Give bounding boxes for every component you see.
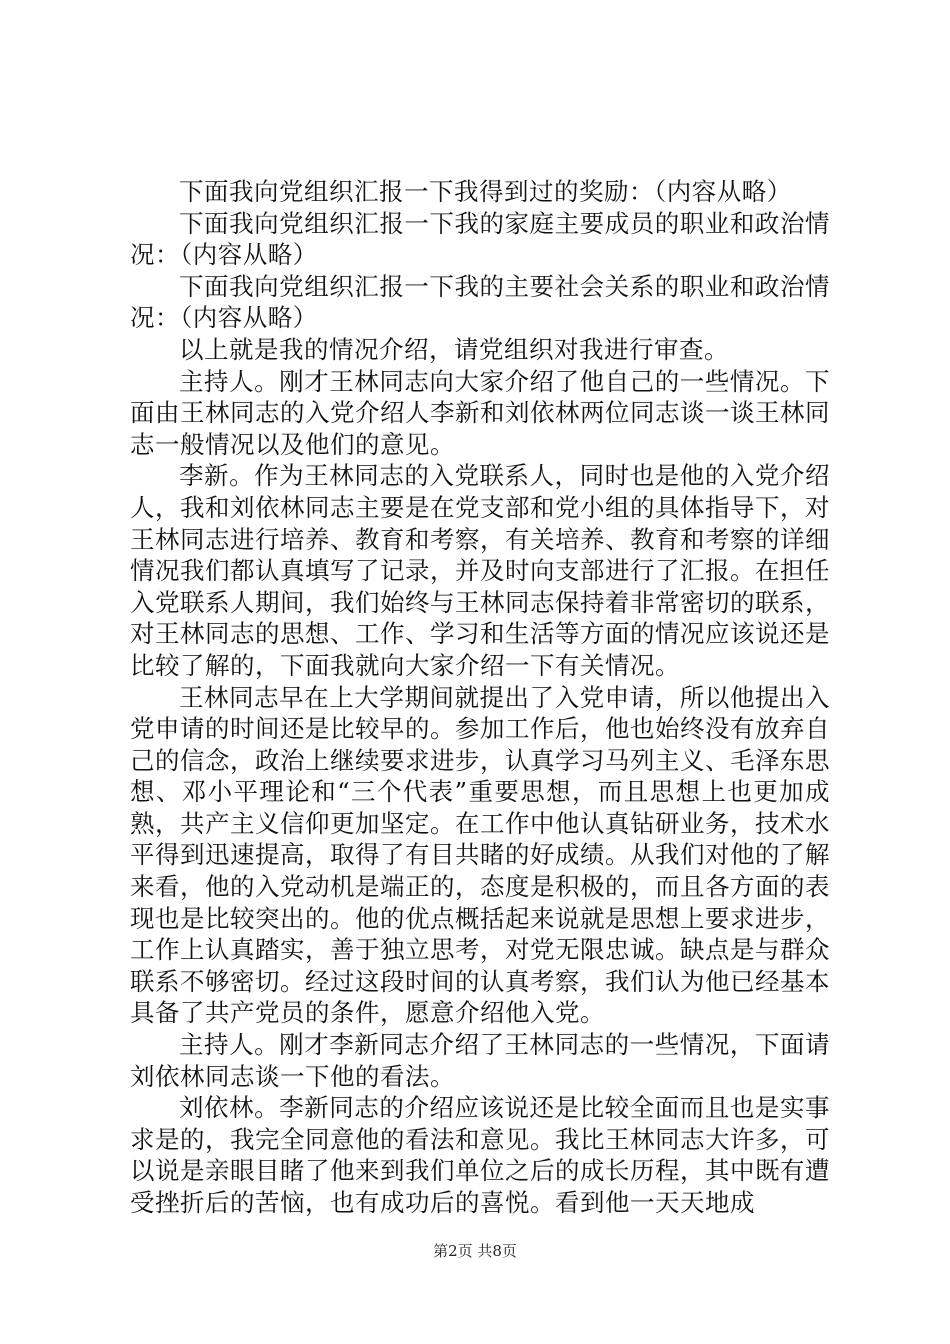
paragraph-host-remark-1: 主持人。刚才王林同志向大家介绍了他自己的一些情况。下面由王林同志的入党介绍人李新和刘依林两位同志谈一谈王林同志一般情况以及他们的意见。 — [130, 366, 830, 459]
paragraph-liuyilin-remarks: 刘依林。李新同志的介绍应该说还是比较全面而且也是实事求是的，我完全同意他的看法和意见。我比王林同志大许多，可以说是亲眼目睹了他来到我们单位之后的成长历程，其中既有遭受挫折后的苦恼，也有成功后的喜悦。看到他一天天地成 — [130, 1093, 830, 1217]
paragraph-awards: 下面我向党组织汇报一下我得到过的奖励：（内容从略） — [179, 177, 792, 206]
page-number-footer: 第2页 共8页 — [433, 1242, 517, 1260]
paragraph-self-intro-conclusion: 以上就是我的情况介绍，请党组织对我进行审查。 — [179, 334, 729, 364]
paragraph-social-relations: 下面我向党组织汇报一下我的主要社会关系的职业和政治情况：（内容从略） — [130, 271, 830, 333]
paragraph-host-remark-2: 主持人。刚才李新同志介绍了王林同志的一些情况，下面请刘依林同志谈一下他的看法。 — [130, 1030, 830, 1091]
paragraph-family-members: 下面我向党组织汇报一下我的家庭主要成员的职业和政治情况：（内容从略） — [130, 208, 830, 270]
document-body — [130, 176, 830, 1219]
paragraph-lixin-intro: 李新。作为王林同志的入党联系人，同时也是他的入党介绍人，我和刘依林同志主要是在党支部和党小组的具体指导下，对王林同志进行培养、教育和考察，有关培养、教育和考察的详细情况我们都认真填写了记录，并及时向支部进行了汇报。在担任入党联系人期间，我们始终与王林同志保持着非常密切的联系，对王林同志的思想、工作、学习和生活等方面的情况应该说还是比较了解的，下面我就向大家介绍一下有关情况。 — [130, 461, 830, 680]
paragraph-lixin-assessment: 王林同志早在上大学期间就提出了入党申请，所以他提出入党申请的时间还是比较早的。参加工作后，他也始终没有放弃自己的信念，政治上继续要求进步，认真学习马列主义、毛泽东思想、邓小平理论和“三个代表”重要思想，而且思想上也更加成熟，共产主义信仰更加坚定。在工作中他认真钻研业务，技术水平得到迅速提高，取得了有目共睹的好成绩。从我们对他的了解来看，他的入党动机是端正的，态度是积极的，而且各方面的表现也是比较突出的。他的优点概括起来说就是思想上要求进步，工作上认真踏实，善于独立思考，对党无限忠诚。缺点是与群众联系不够密切。经过这段时间的认真考察，我们认为他已经基本具备了共产党员的条件，愿意介绍他入党。 — [130, 682, 830, 1028]
